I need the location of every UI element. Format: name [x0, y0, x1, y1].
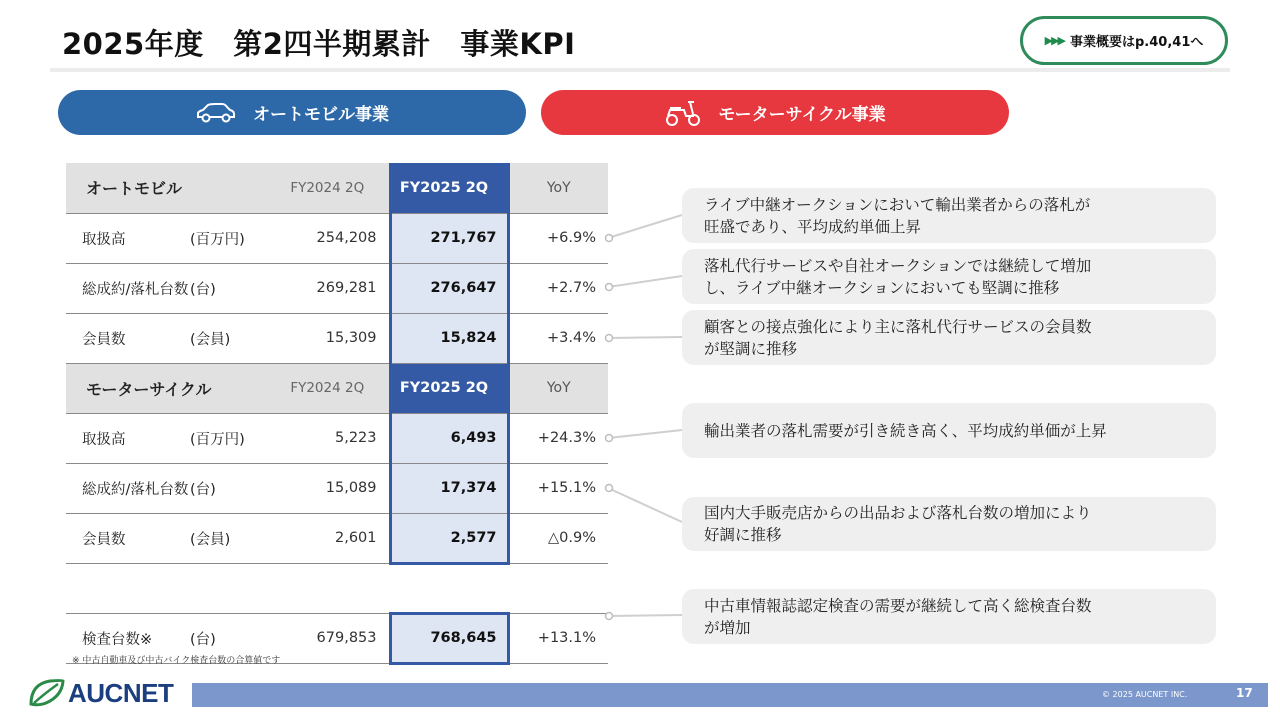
comment-text: 旺盛であり、平均成約単価上昇	[704, 217, 922, 236]
row-unit: (台)	[186, 613, 266, 663]
table-row	[66, 413, 608, 463]
row-label: 会員数	[66, 513, 186, 563]
table-row	[66, 463, 608, 513]
comment-text: 中古車情報誌認定検査の需要が継続して高く総検査台数	[704, 596, 1092, 615]
current-value: 276,647	[390, 263, 508, 313]
automobile-header-row	[66, 163, 608, 213]
automobile-segment-label: オートモビル事業	[253, 105, 389, 125]
comment-bubble	[682, 249, 1216, 304]
yoy-value: +13.1%	[508, 613, 608, 663]
row-label: 会員数	[66, 313, 186, 363]
kpi-table	[66, 163, 608, 665]
row-unit: (会員)	[186, 513, 266, 563]
comment-text: し、ライブ中継オークションにおいても堅調に推移	[704, 278, 1060, 297]
comment-text: ライブ中継オークションにおいて輸出業者からの落札が	[704, 195, 1091, 214]
automobile-header-label: オートモビル	[66, 163, 266, 213]
table-row	[66, 263, 608, 313]
copyright-notice: © 2025 AUCNET INC.	[1102, 690, 1188, 699]
motorcycle-header-label: モーターサイクル	[66, 363, 266, 413]
current-value: 15,824	[390, 313, 508, 363]
prev-period-header: FY2024 2Q	[266, 363, 390, 413]
current-period-header: FY2025 2Q	[390, 363, 508, 413]
row-label: 取扱高	[66, 213, 186, 263]
triple-arrow-icon: ▶▶▶	[1044, 34, 1064, 47]
page-reference-link[interactable]	[1020, 16, 1228, 65]
row-label: 総成約/落札台数	[66, 463, 186, 513]
current-value: 271,767	[390, 213, 508, 263]
page-title: 2025年度 第2四半期累計 事業KPI	[62, 27, 576, 61]
prev-value: 5,223	[266, 413, 390, 463]
yoy-value: +15.1%	[508, 463, 608, 513]
prev-value: 15,089	[266, 463, 390, 513]
automobile-segment-banner	[58, 90, 526, 135]
row-label: 取扱高	[66, 413, 186, 463]
row-unit: (台)	[186, 463, 266, 513]
current-value: 6,493	[390, 413, 508, 463]
yoy-header: YoY	[508, 363, 608, 413]
prev-value: 15,309	[266, 313, 390, 363]
current-value: 2,577	[390, 513, 508, 563]
yoy-value: △0.9%	[508, 513, 608, 563]
row-label: 総成約/落札台数	[66, 263, 186, 313]
table-row	[66, 513, 608, 563]
comment-text: 落札代行サービスや自社オークションでは継続して増加	[704, 256, 1092, 275]
scooter-icon	[664, 98, 702, 128]
row-unit: (台)	[186, 263, 266, 313]
current-period-header: FY2025 2Q	[390, 163, 508, 213]
motorcycle-header-row	[66, 363, 608, 413]
comment-text: 輸出業者の落札需要が引き続き高く、平均成約単価が上昇	[704, 421, 1107, 440]
row-unit: (百万円)	[186, 213, 266, 263]
comment-bubble	[682, 403, 1216, 458]
comment-text: 好調に推移	[704, 526, 782, 544]
current-value: 768,645	[390, 613, 508, 663]
table-row	[66, 213, 608, 263]
page-reference-label: 事業概要はp.40,41へ	[1070, 35, 1204, 50]
comment-text: が増加	[704, 618, 751, 637]
table-spacer-row	[66, 563, 608, 613]
logo-wordmark: AUCNET	[68, 677, 174, 708]
motorcycle-segment-banner	[541, 90, 1009, 135]
prev-value: 269,281	[266, 263, 390, 313]
row-label: 検査台数※	[66, 613, 186, 663]
comment-bubble	[682, 310, 1216, 365]
yoy-value: +3.4%	[508, 313, 608, 363]
comment-bubble	[682, 497, 1216, 551]
comment-bubble	[682, 589, 1216, 644]
table-footnote: ※ 中古自動車及び中古バイク検査台数の合算値です	[72, 656, 281, 666]
title-divider	[50, 68, 1230, 72]
prev-period-header: FY2024 2Q	[266, 163, 390, 213]
comment-text: 顧客との接点強化により主に落札代行サービスの会員数	[704, 317, 1092, 336]
row-unit: (会員)	[186, 313, 266, 363]
comment-text: が堅調に推移	[704, 339, 798, 358]
prev-value: 679,853	[266, 613, 390, 663]
comment-bubble	[682, 188, 1216, 243]
comment-text: 国内大手販売店からの出品および落札台数の増加により	[704, 504, 1092, 522]
prev-value: 254,208	[266, 213, 390, 263]
car-icon	[195, 102, 237, 124]
page-number: 17	[1236, 686, 1253, 700]
current-value: 17,374	[390, 463, 508, 513]
yoy-header: YoY	[508, 163, 608, 213]
yoy-value: +24.3%	[508, 413, 608, 463]
yoy-value: +2.7%	[508, 263, 608, 313]
company-logo	[28, 678, 173, 708]
table-row	[66, 313, 608, 363]
leaf-logo-icon	[28, 678, 66, 708]
yoy-value: +6.9%	[508, 213, 608, 263]
prev-value: 2,601	[266, 513, 390, 563]
row-unit: (百万円)	[186, 413, 266, 463]
motorcycle-segment-label: モーターサイクル事業	[718, 105, 886, 125]
